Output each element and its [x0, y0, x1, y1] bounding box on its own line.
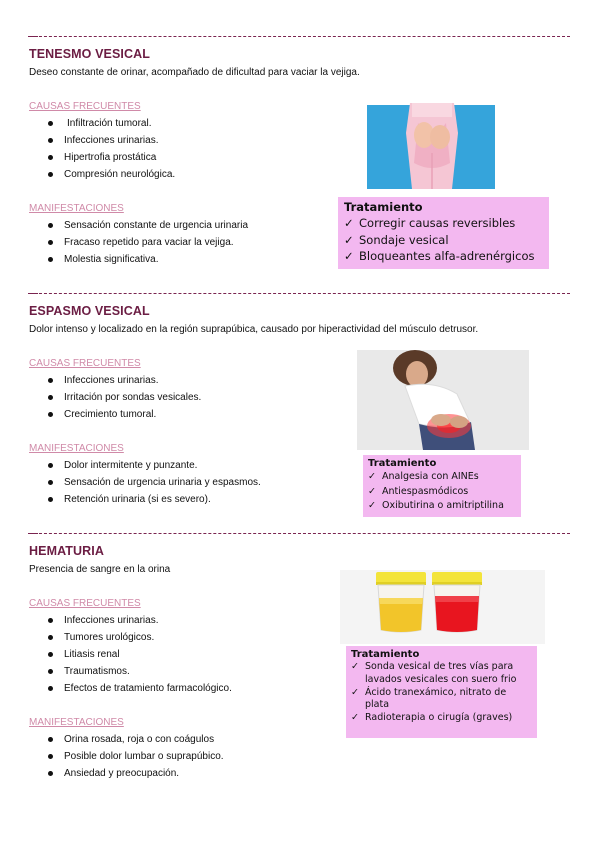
- causes-list: [46, 115, 175, 183]
- check-icon: ✓: [344, 216, 354, 230]
- list-item: Infecciones urinarias.: [46, 372, 201, 389]
- list-item: Fracaso repetido para vaciar la vejiga.: [46, 234, 248, 251]
- section-title-espasmo: ESPASMO VESICAL: [29, 304, 150, 318]
- list-item: Ansiedad y preocupación.: [46, 765, 224, 782]
- section-divider: [29, 36, 570, 37]
- urine-sample-cups-photo: [340, 570, 545, 644]
- treatment-item-label: Corregir causas reversibles: [359, 216, 516, 230]
- list-item: Traumatismos.: [46, 663, 232, 680]
- treatment-box: [363, 455, 521, 517]
- list-item: Infiltración tumoral.: [46, 115, 175, 132]
- section-divider: [29, 293, 570, 294]
- manifestations-heading: MANIFESTACIONES: [29, 717, 124, 728]
- causes-heading: CAUSAS FRECUENTES: [29, 101, 141, 112]
- treatment-item: [351, 712, 532, 725]
- section-divider: [29, 533, 570, 534]
- causes-heading: CAUSAS FRECUENTES: [29, 598, 141, 609]
- treatment-heading: Tratamiento: [344, 200, 423, 214]
- section-title-tenesmo: TENESMO VESICAL: [29, 47, 150, 61]
- check-icon: ✓: [344, 232, 354, 247]
- treatment-list: [368, 470, 516, 514]
- list-item: Sensación constante de urgencia urinaria: [46, 217, 248, 234]
- list-item: Irritación por sondas vesicales.: [46, 389, 201, 406]
- list-item: Litiasis renal: [46, 646, 232, 663]
- check-icon: ✓: [351, 686, 359, 698]
- list-item: Infecciones urinarias.: [46, 132, 175, 149]
- manifestations-list: [46, 731, 224, 782]
- treatment-item: [351, 687, 532, 713]
- causes-heading: CAUSAS FRECUENTES: [29, 358, 141, 369]
- manifestations-list: [46, 217, 248, 268]
- treatment-item: [368, 470, 516, 485]
- treatment-heading: Tratamiento: [368, 458, 437, 469]
- list-item: Efectos de tratamiento farmacológico.: [46, 680, 232, 697]
- section-description: Deseo constante de orinar, acompañado de dificultad para vaciar la vejiga.: [29, 67, 360, 78]
- causes-list: [46, 372, 201, 423]
- check-icon: ✓: [368, 485, 376, 497]
- list-item: Compresión neurológica.: [46, 166, 175, 183]
- list-item: Posible dolor lumbar o suprapúbico.: [46, 748, 224, 765]
- section-title-hematuria: HEMATURIA: [29, 544, 104, 558]
- list-item: Molestia significativa.: [46, 251, 248, 268]
- treatment-item: [368, 485, 516, 500]
- treatment-item-label: Radioterapia o cirugía (graves): [365, 712, 513, 724]
- check-icon: ✓: [368, 471, 376, 482]
- treatment-item-label: Oxibutirina o amitriptilina: [382, 500, 504, 511]
- section-description: Dolor intenso y localizado en la región suprapúbica, causado por hiperactividad del músculo detrusor.: [29, 324, 479, 335]
- treatment-item: [344, 215, 543, 232]
- check-icon: ✓: [344, 249, 354, 263]
- treatment-item-label: Antiespasmódicos: [382, 485, 469, 497]
- treatment-item: [344, 232, 543, 249]
- list-item: Tumores urológicos.: [46, 629, 232, 646]
- treatment-item: [344, 248, 543, 265]
- treatment-item-label: Sonda vesical de tres vías para lavados vesicales con suero frio: [365, 661, 517, 685]
- list-item: Dolor intermitente y punzante.: [46, 457, 261, 474]
- list-item: Retención urinaria (si es severo).: [46, 491, 261, 508]
- list-item: Sensación de urgencia urinaria y espasmos.: [46, 474, 261, 491]
- treatment-item: [368, 499, 516, 514]
- manifestations-heading: MANIFESTACIONES: [29, 203, 124, 214]
- section-description: Presencia de sangre en la orina: [29, 564, 171, 575]
- list-item: Crecimiento tumoral.: [46, 406, 201, 423]
- treatment-item-label: Analgesia con AINEs: [382, 471, 479, 482]
- list-item: Infecciones urinarias.: [46, 612, 232, 629]
- list-item: Hipertrofia prostática: [46, 149, 175, 166]
- treatment-list: [351, 661, 532, 725]
- treatment-list: [344, 215, 543, 265]
- woman-abdominal-pain-photo: [357, 350, 529, 450]
- check-icon: ✓: [351, 661, 359, 672]
- treatment-item-label: Bloqueantes alfa-adrenérgicos: [359, 249, 535, 263]
- treatment-item: [351, 661, 532, 687]
- treatment-item-label: Sondaje vesical: [359, 232, 449, 247]
- treatment-box: [346, 646, 537, 738]
- check-icon: ✓: [351, 712, 359, 724]
- treatment-item-label: Ácido tranexámico, nitrato de plata: [365, 686, 507, 711]
- check-icon: ✓: [368, 500, 376, 511]
- woman-holding-pelvis-photo: [332, 103, 554, 198]
- list-item: Orina rosada, roja o con coágulos: [46, 731, 224, 748]
- causes-list: [46, 612, 232, 697]
- manifestations-list: [46, 457, 261, 508]
- treatment-heading: Tratamiento: [351, 649, 420, 660]
- treatment-box: [338, 197, 549, 269]
- manifestations-heading: MANIFESTACIONES: [29, 443, 124, 454]
